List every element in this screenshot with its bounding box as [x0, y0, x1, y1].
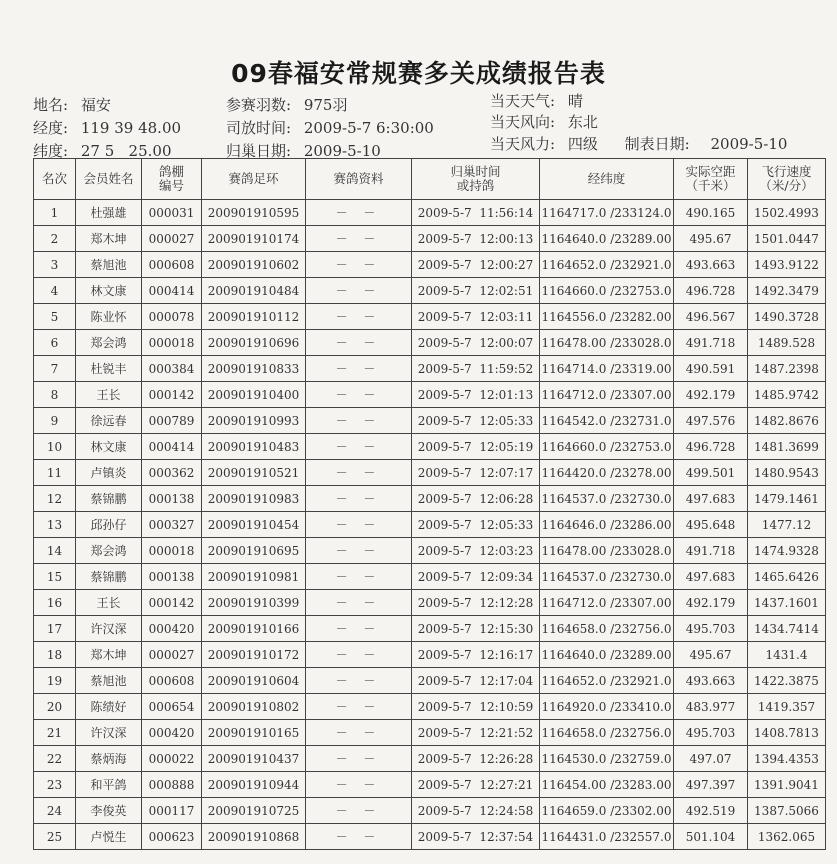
cell-ring-number: 200901910166: [202, 616, 306, 642]
location-label: 地名:: [33, 96, 69, 114]
column-header-loft-number: 鸽棚 编号: [142, 159, 202, 200]
latitude-label: 纬度:: [33, 142, 69, 160]
cell-speed: 1362.065: [748, 824, 826, 850]
cell-return-time: 2009-5-7 12:05:33: [412, 408, 540, 434]
cell-ring-number: 200901910399: [202, 590, 306, 616]
cell-ring-number: 200901910725: [202, 798, 306, 824]
cell-speed: 1391.9041: [748, 772, 826, 798]
cell-rank: 18: [34, 642, 76, 668]
cell-ring-number: 200901910174: [202, 226, 306, 252]
cell-distance: 501.104: [674, 824, 748, 850]
info-wind-force: [490, 133, 787, 154]
cell-rank: 2: [34, 226, 76, 252]
cell-pigeon-info: － －: [306, 746, 412, 772]
cell-speed: 1477.12: [748, 512, 826, 538]
cell-rank: 17: [34, 616, 76, 642]
cell-rank: 11: [34, 460, 76, 486]
table-row: [34, 356, 826, 382]
cell-return-time: 2009-5-7 12:21:52: [412, 720, 540, 746]
cell-speed: 1492.3479: [748, 278, 826, 304]
wind-direction-label: 当天风向:: [490, 113, 556, 131]
cell-member-name: 林文康: [76, 434, 142, 460]
column-header-ring-number: 赛鸽足环: [202, 159, 306, 200]
cell-loft-number: 000623: [142, 824, 202, 850]
cell-ring-number: 200901910981: [202, 564, 306, 590]
table-row: [34, 486, 826, 512]
table-row: [34, 226, 826, 252]
cell-member-name: 陈业怀: [76, 304, 142, 330]
cell-pigeon-info: － －: [306, 564, 412, 590]
table-row: [34, 304, 826, 330]
entries-value: 975羽: [303, 96, 348, 114]
cell-coordinates: 1164537.0 /232730.0: [540, 564, 674, 590]
cell-loft-number: 000078: [142, 304, 202, 330]
cell-member-name: 蔡旭池: [76, 668, 142, 694]
column-header-pigeon-info: 赛鸽资料: [306, 159, 412, 200]
cell-pigeon-info: － －: [306, 200, 412, 226]
cell-return-time: 2009-5-7 12:24:58: [412, 798, 540, 824]
cell-coordinates: 1164652.0 /232921.0: [540, 252, 674, 278]
cell-member-name: 杜锐丰: [76, 356, 142, 382]
cell-pigeon-info: － －: [306, 538, 412, 564]
cell-pigeon-info: － －: [306, 798, 412, 824]
cell-speed: 1474.9328: [748, 538, 826, 564]
cell-coordinates: 1164556.0 /23282.00: [540, 304, 674, 330]
table-row: [34, 564, 826, 590]
cell-distance: 493.663: [674, 252, 748, 278]
cell-loft-number: 000608: [142, 252, 202, 278]
table-row: [34, 408, 826, 434]
cell-rank: 12: [34, 486, 76, 512]
cell-return-time: 2009-5-7 11:59:52: [412, 356, 540, 382]
cell-pigeon-info: － －: [306, 668, 412, 694]
table-row: [34, 772, 826, 798]
cell-speed: 1501.0447: [748, 226, 826, 252]
cell-distance: 496.728: [674, 278, 748, 304]
cell-distance: 497.683: [674, 486, 748, 512]
cell-speed: 1465.6426: [748, 564, 826, 590]
cell-loft-number: 000362: [142, 460, 202, 486]
cell-member-name: 郑木坤: [76, 642, 142, 668]
table-row: [34, 720, 826, 746]
results-table: [33, 158, 826, 850]
cell-rank: 22: [34, 746, 76, 772]
cell-rank: 4: [34, 278, 76, 304]
cell-ring-number: 200901910437: [202, 746, 306, 772]
cell-pigeon-info: － －: [306, 694, 412, 720]
column-header-return-time: 归巢时间 或持鸽: [412, 159, 540, 200]
cell-pigeon-info: － －: [306, 642, 412, 668]
cell-loft-number: 000117: [142, 798, 202, 824]
cell-loft-number: 000031: [142, 200, 202, 226]
info-entries: [226, 94, 347, 115]
cell-return-time: 2009-5-7 12:09:34: [412, 564, 540, 590]
cell-return-time: 2009-5-7 12:03:11: [412, 304, 540, 330]
cell-member-name: 蔡锦鹏: [76, 486, 142, 512]
cell-loft-number: 000414: [142, 278, 202, 304]
cell-distance: 492.519: [674, 798, 748, 824]
cell-loft-number: 000789: [142, 408, 202, 434]
cell-pigeon-info: － －: [306, 824, 412, 850]
cell-loft-number: 000142: [142, 590, 202, 616]
cell-ring-number: 200901910802: [202, 694, 306, 720]
cell-distance: 490.165: [674, 200, 748, 226]
table-row: [34, 590, 826, 616]
table-row: [34, 434, 826, 460]
cell-member-name: 许汉深: [76, 616, 142, 642]
cell-rank: 23: [34, 772, 76, 798]
location-value: 福安: [80, 96, 111, 114]
cell-pigeon-info: － －: [306, 304, 412, 330]
cell-ring-number: 200901910112: [202, 304, 306, 330]
cell-loft-number: 000027: [142, 642, 202, 668]
cell-member-name: 郑木坤: [76, 226, 142, 252]
cell-rank: 20: [34, 694, 76, 720]
cell-member-name: 杜强雄: [76, 200, 142, 226]
cell-coordinates: 1164712.0 /23307.00: [540, 382, 674, 408]
cell-return-time: 2009-5-7 12:05:19: [412, 434, 540, 460]
info-weather: [490, 90, 583, 111]
cell-return-time: 2009-5-7 12:01:13: [412, 382, 540, 408]
cell-speed: 1480.9543: [748, 460, 826, 486]
cell-coordinates: 1164640.0 /23289.00: [540, 226, 674, 252]
cell-rank: 7: [34, 356, 76, 382]
table-row: [34, 512, 826, 538]
table-row: [34, 278, 826, 304]
cell-member-name: 王长: [76, 382, 142, 408]
column-header-rank: 名次: [34, 159, 76, 200]
cell-pigeon-info: － －: [306, 460, 412, 486]
cell-speed: 1434.7414: [748, 616, 826, 642]
cell-coordinates: 1164658.0 /232756.0: [540, 720, 674, 746]
cell-distance: 497.07: [674, 746, 748, 772]
cell-return-time: 2009-5-7 12:12:28: [412, 590, 540, 616]
cell-member-name: 邱孙仔: [76, 512, 142, 538]
cell-return-time: 2009-5-7 12:00:27: [412, 252, 540, 278]
cell-rank: 9: [34, 408, 76, 434]
cell-speed: 1485.9742: [748, 382, 826, 408]
cell-speed: 1437.1601: [748, 590, 826, 616]
table-row: [34, 746, 826, 772]
cell-speed: 1419.357: [748, 694, 826, 720]
cell-distance: 499.501: [674, 460, 748, 486]
cell-ring-number: 200901910944: [202, 772, 306, 798]
cell-speed: 1481.3699: [748, 434, 826, 460]
cell-rank: 14: [34, 538, 76, 564]
cell-pigeon-info: － －: [306, 616, 412, 642]
cell-rank: 16: [34, 590, 76, 616]
cell-return-time: 2009-5-7 11:56:14: [412, 200, 540, 226]
cell-loft-number: 000327: [142, 512, 202, 538]
cell-coordinates: 1164537.0 /232730.0: [540, 486, 674, 512]
cell-coordinates: 1164420.0 /23278.00: [540, 460, 674, 486]
cell-coordinates: 116478.00 /233028.0: [540, 538, 674, 564]
table-row: [34, 642, 826, 668]
cell-rank: 15: [34, 564, 76, 590]
table-row: [34, 330, 826, 356]
cell-ring-number: 200901910484: [202, 278, 306, 304]
cell-pigeon-info: － －: [306, 226, 412, 252]
cell-speed: 1394.4353: [748, 746, 826, 772]
cell-speed: 1422.3875: [748, 668, 826, 694]
cell-return-time: 2009-5-7 12:00:07: [412, 330, 540, 356]
cell-rank: 21: [34, 720, 76, 746]
weather-value: 晴: [567, 92, 583, 110]
cell-member-name: 蔡锦鹏: [76, 564, 142, 590]
cell-member-name: 卢镇炎: [76, 460, 142, 486]
cell-rank: 25: [34, 824, 76, 850]
table-row: [34, 694, 826, 720]
cell-rank: 3: [34, 252, 76, 278]
cell-coordinates: 1164714.0 /23319.00: [540, 356, 674, 382]
cell-loft-number: 000027: [142, 226, 202, 252]
cell-loft-number: 000018: [142, 330, 202, 356]
cell-coordinates: 1164646.0 /23286.00: [540, 512, 674, 538]
cell-distance: 495.648: [674, 512, 748, 538]
cell-distance: 495.67: [674, 642, 748, 668]
entries-label: 参赛羽数:: [226, 96, 292, 114]
cell-distance: 497.397: [674, 772, 748, 798]
cell-distance: 496.567: [674, 304, 748, 330]
wind-force-value: 四级: [567, 135, 598, 153]
cell-distance: 491.718: [674, 538, 748, 564]
return-date-label: 归巢日期:: [226, 142, 292, 160]
release-time-value: 2009-5-7 6:30:00: [303, 119, 434, 137]
cell-pigeon-info: － －: [306, 512, 412, 538]
cell-ring-number: 200901910993: [202, 408, 306, 434]
cell-speed: 1502.4993: [748, 200, 826, 226]
table-row: [34, 798, 826, 824]
table-row: [34, 252, 826, 278]
cell-member-name: 王长: [76, 590, 142, 616]
cell-loft-number: 000420: [142, 720, 202, 746]
cell-pigeon-info: － －: [306, 252, 412, 278]
cell-rank: 19: [34, 668, 76, 694]
return-date-value: 2009-5-10: [303, 142, 381, 160]
table-row: [34, 616, 826, 642]
cell-distance: 483.977: [674, 694, 748, 720]
cell-coordinates: 1164712.0 /23307.00: [540, 590, 674, 616]
cell-ring-number: 200901910521: [202, 460, 306, 486]
cell-pigeon-info: － －: [306, 720, 412, 746]
release-time-label: 司放时间:: [226, 119, 292, 137]
column-header-speed: 飞行速度 （米/分）: [748, 159, 826, 200]
column-header-coordinates: 经纬度: [540, 159, 674, 200]
cell-ring-number: 200901910833: [202, 356, 306, 382]
cell-coordinates: 1164659.0 /23302.00: [540, 798, 674, 824]
report-title: 09春福安常规赛多关成绩报告表: [231, 59, 606, 88]
cell-distance: 495.703: [674, 720, 748, 746]
cell-loft-number: 000608: [142, 668, 202, 694]
cell-loft-number: 000018: [142, 538, 202, 564]
cell-ring-number: 200901910602: [202, 252, 306, 278]
cell-member-name: 陈绩好: [76, 694, 142, 720]
cell-rank: 6: [34, 330, 76, 356]
cell-ring-number: 200901910172: [202, 642, 306, 668]
wind-force-label: 当天风力:: [490, 135, 556, 153]
cell-speed: 1431.4: [748, 642, 826, 668]
table-row: [34, 460, 826, 486]
cell-loft-number: 000888: [142, 772, 202, 798]
cell-rank: 5: [34, 304, 76, 330]
cell-coordinates: 1164660.0 /232753.0: [540, 434, 674, 460]
cell-distance: 497.576: [674, 408, 748, 434]
cell-return-time: 2009-5-7 12:16:17: [412, 642, 540, 668]
column-header-distance: 实际空距 （千米）: [674, 159, 748, 200]
cell-return-time: 2009-5-7 12:15:30: [412, 616, 540, 642]
cell-return-time: 2009-5-7 12:02:51: [412, 278, 540, 304]
info-wind-direction: [490, 111, 598, 132]
cell-return-time: 2009-5-7 12:27:21: [412, 772, 540, 798]
cell-ring-number: 200901910483: [202, 434, 306, 460]
cell-return-time: 2009-5-7 12:26:28: [412, 746, 540, 772]
cell-ring-number: 200901910454: [202, 512, 306, 538]
cell-distance: 497.683: [674, 564, 748, 590]
cell-rank: 1: [34, 200, 76, 226]
cell-coordinates: 1164658.0 /232756.0: [540, 616, 674, 642]
cell-member-name: 蔡旭池: [76, 252, 142, 278]
cell-member-name: 卢悦生: [76, 824, 142, 850]
cell-member-name: 林文康: [76, 278, 142, 304]
cell-rank: 8: [34, 382, 76, 408]
cell-member-name: 徐远春: [76, 408, 142, 434]
cell-ring-number: 200901910595: [202, 200, 306, 226]
cell-distance: 496.728: [674, 434, 748, 460]
cell-rank: 13: [34, 512, 76, 538]
info-location: [33, 94, 111, 115]
table-row: [34, 824, 826, 850]
longitude-label: 经度:: [33, 119, 69, 137]
cell-pigeon-info: － －: [306, 772, 412, 798]
cell-speed: 1408.7813: [748, 720, 826, 746]
cell-return-time: 2009-5-7 12:37:54: [412, 824, 540, 850]
cell-distance: 492.179: [674, 382, 748, 408]
cell-return-time: 2009-5-7 12:07:17: [412, 460, 540, 486]
cell-loft-number: 000138: [142, 564, 202, 590]
cell-pigeon-info: － －: [306, 408, 412, 434]
cell-pigeon-info: － －: [306, 330, 412, 356]
table-row: [34, 668, 826, 694]
cell-member-name: 郑会鸿: [76, 538, 142, 564]
cell-distance: 492.179: [674, 590, 748, 616]
cell-rank: 10: [34, 434, 76, 460]
cell-speed: 1482.8676: [748, 408, 826, 434]
cell-speed: 1479.1461: [748, 486, 826, 512]
info-release-time: [226, 117, 434, 138]
cell-loft-number: 000138: [142, 486, 202, 512]
info-longitude: [33, 117, 181, 138]
cell-member-name: 许汉深: [76, 720, 142, 746]
cell-ring-number: 200901910400: [202, 382, 306, 408]
cell-speed: 1387.5066: [748, 798, 826, 824]
cell-return-time: 2009-5-7 12:10:59: [412, 694, 540, 720]
cell-ring-number: 200901910695: [202, 538, 306, 564]
cell-distance: 495.703: [674, 616, 748, 642]
longitude-value: 119 39 48.00: [80, 119, 182, 137]
cell-distance: 495.67: [674, 226, 748, 252]
table-row: [34, 382, 826, 408]
cell-distance: 490.591: [674, 356, 748, 382]
cell-distance: 493.663: [674, 668, 748, 694]
cell-coordinates: 1164920.0 /233410.0: [540, 694, 674, 720]
cell-loft-number: 000420: [142, 616, 202, 642]
cell-rank: 24: [34, 798, 76, 824]
table-row: [34, 538, 826, 564]
cell-return-time: 2009-5-7 12:03:23: [412, 538, 540, 564]
cell-loft-number: 000384: [142, 356, 202, 382]
cell-ring-number: 200901910165: [202, 720, 306, 746]
cell-loft-number: 000142: [142, 382, 202, 408]
cell-coordinates: 1164640.0 /23289.00: [540, 642, 674, 668]
cell-distance: 491.718: [674, 330, 748, 356]
cell-speed: 1490.3728: [748, 304, 826, 330]
cell-member-name: 蔡炳海: [76, 746, 142, 772]
wind-direction-value: 东北: [567, 113, 598, 131]
cell-return-time: 2009-5-7 12:17:04: [412, 668, 540, 694]
cell-member-name: 和平鸽: [76, 772, 142, 798]
cell-coordinates: 1164431.0 /232557.0: [540, 824, 674, 850]
weather-label: 当天天气:: [490, 92, 556, 110]
table-row: [34, 200, 826, 226]
cell-pigeon-info: － －: [306, 590, 412, 616]
cell-speed: 1487.2398: [748, 356, 826, 382]
cell-coordinates: 1164717.0 /233124.0: [540, 200, 674, 226]
made-date-label: 制表日期:: [624, 135, 690, 153]
cell-pigeon-info: － －: [306, 434, 412, 460]
cell-coordinates: 116454.00 /23283.00: [540, 772, 674, 798]
cell-return-time: 2009-5-7 12:06:28: [412, 486, 540, 512]
table-body: [34, 200, 826, 850]
cell-loft-number: 000022: [142, 746, 202, 772]
cell-pigeon-info: － －: [306, 278, 412, 304]
cell-coordinates: 116478.00 /233028.0: [540, 330, 674, 356]
cell-coordinates: 1164660.0 /232753.0: [540, 278, 674, 304]
cell-return-time: 2009-5-7 12:00:13: [412, 226, 540, 252]
cell-pigeon-info: － －: [306, 486, 412, 512]
cell-coordinates: 1164542.0 /232731.0: [540, 408, 674, 434]
cell-speed: 1493.9122: [748, 252, 826, 278]
cell-loft-number: 000654: [142, 694, 202, 720]
cell-ring-number: 200901910983: [202, 486, 306, 512]
cell-coordinates: 1164530.0 /232759.0: [540, 746, 674, 772]
latitude-value: 27 5 25.00: [80, 142, 172, 160]
cell-ring-number: 200901910696: [202, 330, 306, 356]
column-header-member-name: 会员姓名: [76, 159, 142, 200]
cell-speed: 1489.528: [748, 330, 826, 356]
cell-member-name: 郑会鸿: [76, 330, 142, 356]
table-header-row: [34, 159, 826, 200]
cell-pigeon-info: － －: [306, 356, 412, 382]
cell-ring-number: 200901910604: [202, 668, 306, 694]
cell-loft-number: 000414: [142, 434, 202, 460]
cell-ring-number: 200901910868: [202, 824, 306, 850]
cell-pigeon-info: － －: [306, 382, 412, 408]
made-date-value: 2009-5-10: [710, 135, 788, 153]
cell-member-name: 李俊英: [76, 798, 142, 824]
cell-return-time: 2009-5-7 12:05:33: [412, 512, 540, 538]
cell-coordinates: 1164652.0 /232921.0: [540, 668, 674, 694]
